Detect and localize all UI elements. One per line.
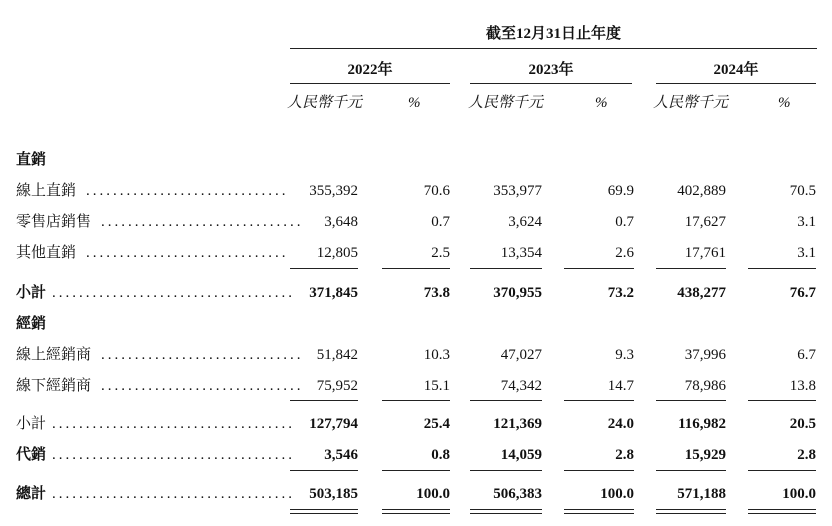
sum-rule bbox=[748, 400, 816, 401]
year-rule-2024 bbox=[656, 83, 816, 84]
total-double-rule bbox=[564, 513, 634, 514]
row-label: 小計 bbox=[16, 285, 47, 301]
total-double-rule bbox=[656, 509, 726, 510]
cell-pct: 14.7 bbox=[607, 378, 634, 394]
sum-rule bbox=[748, 470, 816, 471]
cell-value: 13,354 bbox=[500, 245, 542, 261]
section-title-direct: 直銷 bbox=[16, 152, 47, 168]
cell-pct: 100.0 bbox=[600, 486, 634, 502]
section-title-distribution: 經銷 bbox=[16, 316, 47, 332]
cell-pct: 6.7 bbox=[797, 347, 816, 363]
total-double-rule bbox=[470, 509, 542, 510]
cell-pct: 3.1 bbox=[797, 245, 816, 261]
cell-pct: 76.7 bbox=[789, 285, 816, 301]
cell-pct: 0.8 bbox=[431, 447, 450, 463]
cell-value: 571,188 bbox=[677, 486, 726, 502]
pct-label-2023: % bbox=[595, 95, 608, 111]
row-label: 總計 bbox=[16, 486, 47, 502]
row-label: 線上經銷商 bbox=[16, 347, 92, 363]
cell-value: 438,277 bbox=[677, 285, 726, 301]
cell-value: 47,027 bbox=[500, 347, 542, 363]
row-label: 代銷 bbox=[16, 447, 47, 463]
leader-dots: .................................... bbox=[52, 285, 295, 301]
leader-dots: .............................. bbox=[101, 347, 304, 363]
cell-value: 116,982 bbox=[678, 416, 726, 432]
total-double-rule bbox=[290, 513, 358, 514]
cell-pct: 24.0 bbox=[607, 416, 634, 432]
leader-dots: .................................... bbox=[52, 447, 295, 463]
cell-pct: 13.8 bbox=[789, 378, 816, 394]
cell-pct: 0.7 bbox=[431, 214, 450, 230]
year-rule-2022 bbox=[290, 83, 450, 84]
cell-value: 17,627 bbox=[684, 214, 726, 230]
sum-rule bbox=[290, 470, 358, 471]
total-double-rule bbox=[470, 513, 542, 514]
cell-pct: 2.8 bbox=[797, 447, 816, 463]
cell-pct: 70.6 bbox=[423, 183, 450, 199]
year-2023: 2023年 bbox=[528, 62, 574, 78]
unit-label-2024: 人民幣千元 bbox=[653, 95, 729, 111]
cell-value: 353,977 bbox=[493, 183, 542, 199]
cell-value: 3,546 bbox=[324, 447, 358, 463]
row-label: 其他直銷 bbox=[16, 245, 77, 261]
total-double-rule bbox=[382, 513, 450, 514]
cell-value: 78,986 bbox=[684, 378, 726, 394]
cell-pct: 20.5 bbox=[789, 416, 816, 432]
sum-rule bbox=[470, 400, 542, 401]
cell-value: 74,342 bbox=[500, 378, 542, 394]
cell-value: 371,845 bbox=[309, 285, 358, 301]
cell-value: 37,996 bbox=[684, 347, 726, 363]
cell-pct: 2.5 bbox=[431, 245, 450, 261]
cell-value: 355,392 bbox=[309, 183, 358, 199]
total-double-rule bbox=[290, 509, 358, 510]
cell-value: 3,648 bbox=[324, 214, 358, 230]
sum-rule bbox=[382, 400, 450, 401]
cell-value: 51,842 bbox=[316, 347, 358, 363]
cell-value: 121,369 bbox=[493, 416, 542, 432]
pct-label-2024: % bbox=[778, 95, 791, 111]
total-double-rule bbox=[564, 509, 634, 510]
cell-pct: 73.8 bbox=[423, 285, 450, 301]
sum-rule bbox=[564, 400, 634, 401]
sum-rule bbox=[470, 470, 542, 471]
leader-dots: .................................... bbox=[52, 486, 295, 502]
row-label: 零售店銷售 bbox=[16, 214, 92, 230]
sum-rule bbox=[656, 268, 726, 269]
cell-pct: 73.2 bbox=[607, 285, 634, 301]
sum-rule bbox=[382, 268, 450, 269]
sum-rule bbox=[470, 268, 542, 269]
cell-pct: 2.8 bbox=[615, 447, 634, 463]
row-label: 小計 bbox=[16, 416, 47, 432]
unit-label-2023: 人民幣千元 bbox=[468, 95, 544, 111]
pct-label-2022: % bbox=[408, 95, 421, 111]
sum-rule bbox=[290, 400, 358, 401]
cell-pct: 10.3 bbox=[423, 347, 450, 363]
leader-dots: .............................. bbox=[86, 183, 289, 199]
leader-dots: .............................. bbox=[86, 245, 289, 261]
header-rule bbox=[290, 48, 817, 49]
total-double-rule bbox=[748, 509, 816, 510]
sum-rule bbox=[564, 268, 634, 269]
year-2024: 2024年 bbox=[713, 62, 759, 78]
cell-value: 12,805 bbox=[316, 245, 358, 261]
cell-pct: 70.5 bbox=[789, 183, 816, 199]
cell-value: 3,624 bbox=[508, 214, 542, 230]
sum-rule bbox=[656, 470, 726, 471]
sum-rule bbox=[748, 268, 816, 269]
sum-rule bbox=[290, 268, 358, 269]
cell-value: 75,952 bbox=[316, 378, 358, 394]
cell-pct: 2.6 bbox=[615, 245, 634, 261]
sum-rule bbox=[564, 470, 634, 471]
cell-value: 15,929 bbox=[684, 447, 726, 463]
leader-dots: .................................... bbox=[52, 416, 295, 432]
cell-pct: 100.0 bbox=[782, 486, 816, 502]
year-2022: 2022年 bbox=[347, 62, 393, 78]
cell-value: 370,955 bbox=[493, 285, 542, 301]
sum-rule bbox=[382, 470, 450, 471]
cell-value: 402,889 bbox=[677, 183, 726, 199]
leader-dots: .............................. bbox=[101, 214, 304, 230]
row-label: 線下經銷商 bbox=[16, 378, 92, 394]
unit-label-2022: 人民幣千元 bbox=[287, 95, 363, 111]
year-rule-2023 bbox=[470, 83, 632, 84]
cell-pct: 0.7 bbox=[615, 214, 634, 230]
period-title: 截至12月31日止年度 bbox=[485, 26, 621, 42]
cell-pct: 69.9 bbox=[607, 183, 634, 199]
cell-pct: 9.3 bbox=[615, 347, 634, 363]
total-double-rule bbox=[748, 513, 816, 514]
cell-value: 127,794 bbox=[309, 416, 358, 432]
cell-pct: 25.4 bbox=[423, 416, 450, 432]
cell-pct: 100.0 bbox=[416, 486, 450, 502]
cell-value: 503,185 bbox=[309, 486, 358, 502]
sum-rule bbox=[656, 400, 726, 401]
cell-value: 14,059 bbox=[500, 447, 542, 463]
cell-value: 506,383 bbox=[493, 486, 542, 502]
total-double-rule bbox=[382, 509, 450, 510]
row-label: 線上直銷 bbox=[16, 183, 77, 199]
cell-pct: 3.1 bbox=[797, 214, 816, 230]
cell-pct: 15.1 bbox=[423, 378, 450, 394]
total-double-rule bbox=[656, 513, 726, 514]
cell-value: 17,761 bbox=[684, 245, 726, 261]
leader-dots: .............................. bbox=[101, 378, 304, 394]
